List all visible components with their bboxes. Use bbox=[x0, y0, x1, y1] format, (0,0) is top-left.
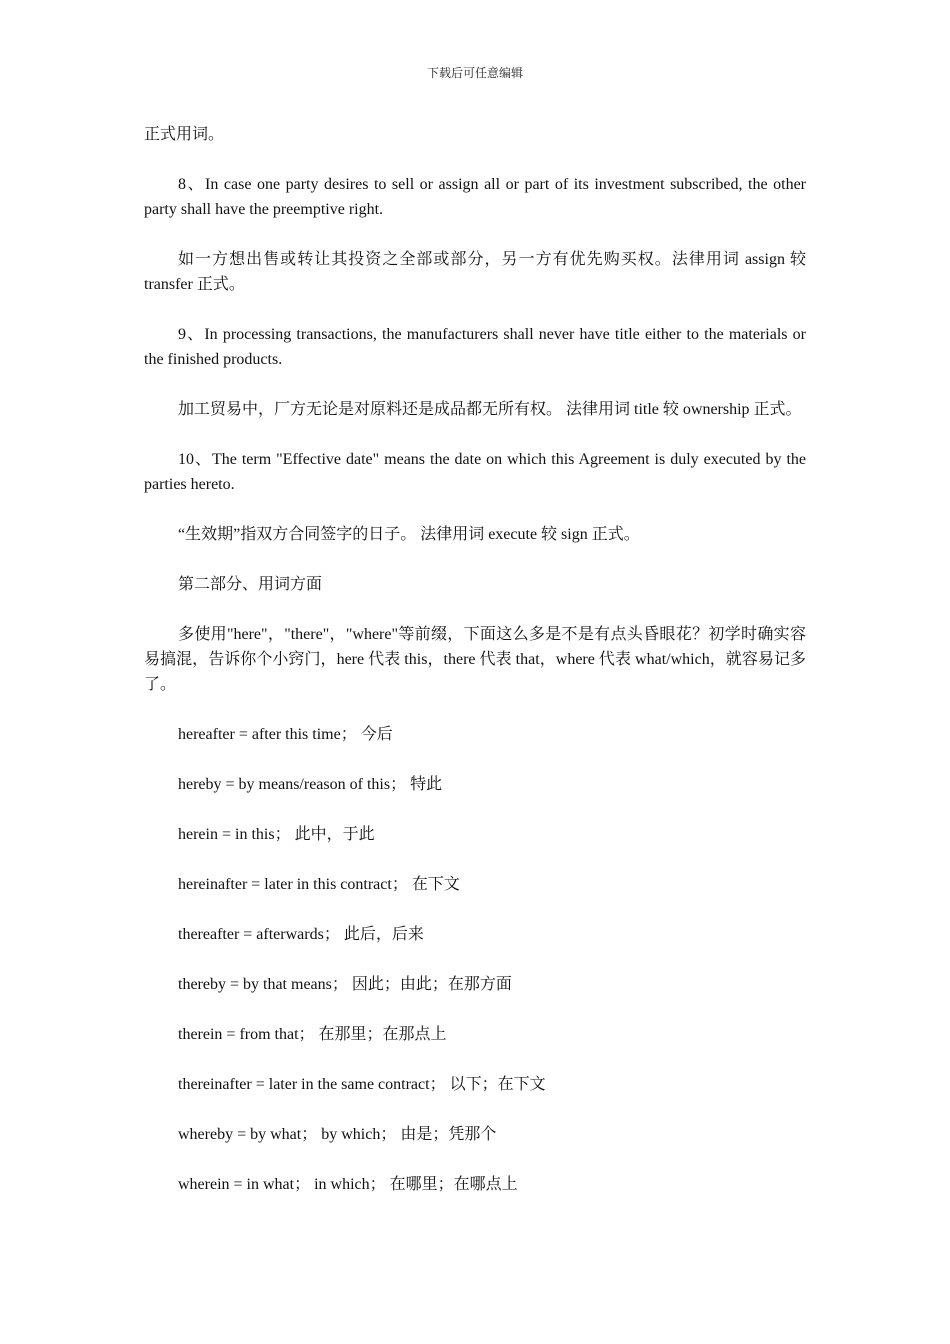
example-9-english: 9、In processing transactions, the manufacturers shall never have title either to the materials or the finished products. bbox=[144, 326, 806, 368]
term-thereinafter: thereinafter = later in the same contract； 以下；在下文 bbox=[178, 1076, 546, 1093]
term-wherein: wherein = in what； in which； 在哪里；在哪点上 bbox=[178, 1176, 518, 1193]
term-thereby: thereby = by that means； 因此；由此；在那方面 bbox=[178, 976, 512, 993]
example-9-chinese: 加工贸易中，厂方无论是对原料还是成品都无所有权。 法律用词 title 较 ownership 正式。 bbox=[178, 401, 802, 418]
example-10-english: 10、The term "Effective date" means the date on which this Agreement is duly executed by the parties hereto. bbox=[144, 451, 806, 493]
example-10-chinese: “生效期”指双方合同签字的日子。 法律用词 execute 较 sign 正式。 bbox=[178, 526, 640, 543]
term-thereafter: thereafter = afterwards； 此后，后来 bbox=[178, 926, 424, 943]
document-body bbox=[144, 122, 806, 1222]
example-8-chinese: 如一方想出售或转让其投资之全部或部分，另一方有优先购买权。法律用词 assign 较 transfer 正式。 bbox=[144, 251, 806, 293]
page-header: 下载后可任意编辑 bbox=[426, 66, 523, 80]
term-whereby: whereby = by what； by which； 由是；凭那个 bbox=[178, 1126, 497, 1143]
paragraph-continuation: 正式用词。 bbox=[144, 126, 225, 143]
section-intro: 多使用"here"，"there"，"where"等前缀，下面这么多是不是有点头昏眼花？初学时确实容易搞混，告诉你个小窍门，here 代表 this，there 代表 that，where 代表 what/which，就容易记多了。 bbox=[144, 626, 806, 693]
section-heading: 第二部分、用词方面 bbox=[178, 576, 323, 593]
term-hereinafter: hereinafter = later in this contract； 在下文 bbox=[178, 876, 460, 893]
term-therein: therein = from that； 在那里；在那点上 bbox=[178, 1026, 447, 1043]
term-hereafter: hereafter = after this time； 今后 bbox=[178, 726, 393, 743]
term-herein: herein = in this； 此中，于此 bbox=[178, 826, 375, 843]
term-hereby: hereby = by means/reason of this； 特此 bbox=[178, 776, 443, 793]
example-8-english: 8、In case one party desires to sell or assign all or part of its investment subscribed, the other party shall have the preemptive right. bbox=[144, 176, 806, 218]
